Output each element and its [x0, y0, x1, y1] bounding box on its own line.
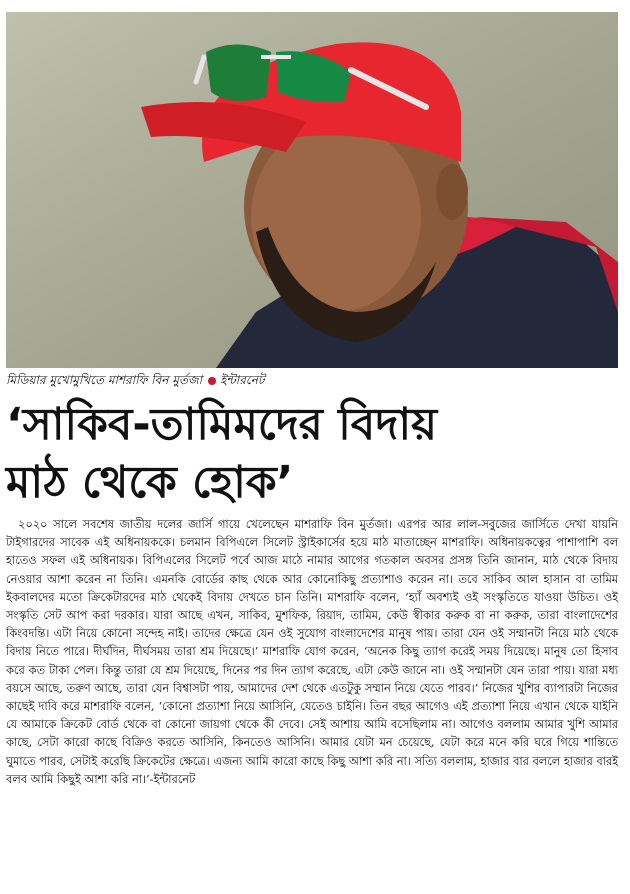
caption-dot-icon: [208, 377, 216, 385]
article-paragraph: ২০২০ সালে সবশেষ জাতীয় দলের জার্সি গায়ে খেলেছেন মাশরাফি বিন মুর্তজা। এরপর আর লাল-সবুজের জার্সিতে দেখা যায়নি টাইগারদের সাবেক এই অধিনায়ককে। চলমান বিপিএলে সিলেট স্ট্রাইকার্সের হয়ে মাঠ মাতাচ্ছেন মাশরাফি। অধিনায়কত্বের পাশাপাশি বল হাতেও সফল এই অধিনায়ক। বিপিএলের সিলেট পর্বে আজ মাঠে নামার আগের গতকাল অবসর প্রসঙ্গ তিনি জানান, মাঠ থেকে বিদায় নেওয়ার আশা করেন না তিনি। এমনকি বোর্ডের কাছ থেকে আর কোনোকিছু প্রত্যাশাও করেন না। তবে সাকিব আল হাসান বা তামিম ইকবালদের মতো ক্রিকেটারদের মাঠ থেকেই বিদায় দেখতে চান তিনি। মাশরাফি বলেন, ‘হ্যাঁ অবশ্যই ওই সংস্কৃতিতে যাওয়া উচিত। ওই সংস্কৃতি সেট আপ করা দরকার। যারা আছে এখন, সাকিব, মুশফিক, রিয়াদ, তামিম, কেউ স্বীকার করুক বা না করুক, তারা বাংলাদেশের কিংবদন্তি। এটা নিয়ে কোনো সন্দেহ নাই। তাদের ক্ষেত্রে যেন ওই সুযোগ বাংলাদেশের মানুষ পায়। তারা যেন ওই সম্মানটা নিয়ে মাঠ থেকে বিদায় নিতে পারে। দীর্ঘদিন, দীর্ঘসময় তারা শ্রম দিয়েছে।’ মাশরাফি যোগ করেন, ‘অনেক কিছু ত্যাগ করেই সময় দিয়েছে। মানুষ তো হিসাব করে কত টাকা পেল। কিন্তু তারা যে শ্রম দিয়েছে, দিনের পর দিন ত্যাগ করেছে, এটা কেউ জানে না। ওই সম্মানটা যেন তারা পায়। যারা মধ্য বয়সে আছে, তরুণ আছে, তারা যেন বিশ্বাসটা পায়, আমাদের দেশ থেকে এতটুকু সম্মান নিয়ে যেতে পারব।’ নিজের খুশির ব্যাপারটা নিজের কাছেই দাবি করে মাশরাফি বলেন, ‘কোনো প্রত্যাশা নিয়ে আসিনি, যেতেও চাইনি। তিন বছর আগেও এই প্রত্যাশা নিয়ে এখান থেকে যাইনি যে আমাকে ক্রিকেট বোর্ড থেকে বা কোনো জায়গা থেকে কী দেবে। সেই আশায় আমি বসেছিলাম না। আগেও বললাম আমার খুশি আমার কাছে, সেটা কারো কাছে বিক্রিও করতে আসিনি, কিনতেও আসিনি। আমার যেটা মন চেয়েছে, যেটা করে মনে করি ঘরে গিয়ে শান্তিতে ঘুমাতে পারব, সেটাই করেছি ক্রিকেটের ক্ষেত্রে। এজন্য আমি কারো কাছে কিছু আশা করি না। সত্যি বললাম, হাজার বার বললে হাজার বারই বলব আমি কিছুই আশা করি না।’-ইন্টারনেট: [6, 518, 619, 786]
caption-text: মিডিয়ার মুখোমুখিতে মাশরাফি বিন মুর্তজা: [6, 373, 203, 387]
article-body: [6, 516, 618, 789]
headline-line-2: মাঠ থেকে হোক’: [6, 457, 294, 508]
article-photo: [6, 12, 618, 368]
person-photo-icon: [6, 12, 618, 368]
photo-caption: [6, 370, 618, 390]
caption-source: ইন্টারনেট: [220, 373, 265, 387]
article-headline: [6, 396, 618, 512]
headline-line-1: ‘সাকিব-তামিমদের বিদায়: [6, 399, 438, 450]
